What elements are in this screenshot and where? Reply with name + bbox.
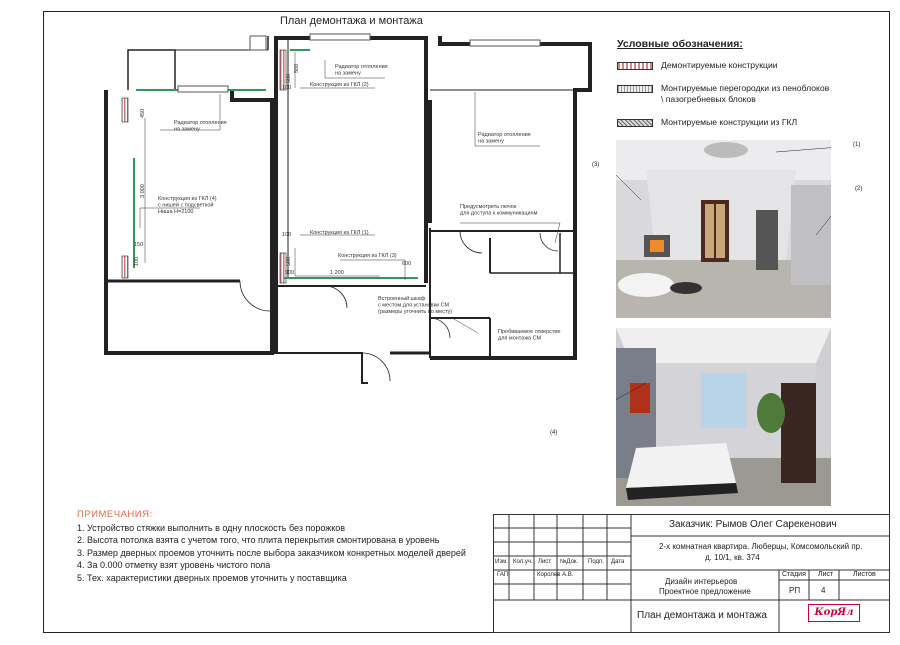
sheet-header: Лист (818, 571, 834, 578)
demolished-swatch (617, 62, 653, 70)
col-date: Дата (611, 559, 625, 565)
annot-hole: Пробиваемое отверстие для монтажа СМ (498, 329, 561, 342)
role-gap: ГАП (497, 572, 509, 578)
dim-500b: 500 (286, 256, 292, 266)
annot-gkl2: Конструкция из ГКЛ (2) (310, 82, 369, 88)
sheet-title: План демонтажа и монтажа (637, 610, 767, 621)
dim-450: 450 (140, 108, 146, 118)
dim-150: 150 (134, 242, 144, 248)
floor-plan (100, 28, 595, 408)
annot-radiator-top: Радиатор отопления на замену (335, 64, 388, 77)
stage-value: РП (789, 586, 801, 595)
col-doc: №Док. (560, 559, 579, 565)
note-item: 2. Высота потолка взята с учетом того, что плита перекрытия смонтирована в уровень (77, 535, 440, 546)
balcony (128, 50, 175, 90)
notes-title: ПРИМЕЧАНИЯ: (77, 509, 153, 520)
note-item: 4. За 0.000 отметку взят уровень чистого пола (77, 560, 271, 571)
sheets-header: Листов (853, 571, 876, 578)
address-line-2: д. 10/1, кв. 374 (705, 553, 760, 562)
gkl-swatch (617, 119, 653, 127)
note-item: 1. Устройство стяжки выполнить в одну плоскость без порожков (77, 522, 346, 533)
wall-right-room (430, 36, 590, 358)
note-item: 5. Тех. характеристики дверных проемов уточнить у поставщика (77, 572, 347, 583)
annot-wardrobe: Встроенный шкаф с местом для установки СМ (размеры уточнить по месту) (378, 296, 453, 315)
annot-hatch: Предусмотреть лючок для доступа к коммуникациям (460, 204, 538, 217)
render-living-room (616, 140, 831, 318)
legend-label: Монтируемые конструкции из ГКЛ (661, 117, 798, 127)
demo-wall-3 (280, 50, 286, 90)
client-name: Заказчик: Рымов Олег Сарекенович (669, 519, 837, 530)
company-logo: КорЯл (808, 604, 860, 622)
annot-radiator-left: Радиатор отопления на замену (174, 120, 227, 133)
col-kol: Кол.уч. (513, 559, 533, 565)
dim-1200: 1 200 (330, 270, 344, 276)
plan-title: План демонтажа и монтажа (280, 15, 423, 27)
demo-wall-1 (122, 98, 128, 122)
project-line-1: Дизайн интерьеров (665, 577, 738, 586)
annot-gkl1: Конструкция из ГКЛ (1) (310, 230, 369, 236)
note-item: 3. Размер дверных проемов уточнить после выбора заказчиком конкретных моделей дверей (77, 547, 466, 558)
render-bedroom (616, 328, 831, 506)
legend-item-foamblock (617, 83, 882, 105)
dim-3000: 3 000 (140, 184, 146, 198)
stage-header: Стадия (782, 571, 806, 578)
dim-500: 500 (294, 63, 300, 73)
author: Королев А.В. (537, 572, 574, 578)
col-list: Лист (538, 559, 552, 565)
dim-900: 900 (285, 270, 295, 276)
dim-600b: 600 (402, 261, 412, 267)
legend-item-gkl (617, 117, 882, 128)
legend-item-demolished (617, 60, 882, 71)
dim-600: 600 (286, 73, 292, 83)
legend (617, 38, 882, 140)
callout-4: (4) (550, 430, 558, 436)
annot-gkl3: Конструкция из ГКЛ (3) (338, 253, 397, 259)
legend-label: Демонтируемые конструкции (661, 60, 778, 70)
col-izm: Изм. (495, 559, 508, 565)
legend-label: Монтируемые перегородки из пеноблоков \ пазогребневых блоков (661, 83, 830, 104)
dim-100b: 100 (134, 256, 140, 266)
dim-100a: 100 (282, 85, 292, 91)
legend-title: Условные обозначения: (617, 38, 743, 50)
callout-3: (3) (592, 162, 600, 168)
callout-2: (2) (855, 186, 863, 192)
annot-gkl4: Конструкция из ГКЛ (4) с нишей с подсветкой Ниша Н=2100 (158, 196, 217, 215)
demo-wall-2 (122, 256, 128, 278)
col-sign: Подп. (588, 559, 604, 565)
foamblock-swatch (617, 85, 653, 93)
annot-radiator-right: Радиатор отопления на замену (478, 132, 531, 145)
address-line-1: 2-х комнатная квартира. Люберцы, Комсомольский пр. (659, 542, 863, 551)
callout-1: (1) (853, 142, 861, 148)
sheet-value: 4 (821, 586, 826, 595)
notes (77, 509, 466, 585)
dim-100c: 100 (282, 232, 292, 238)
project-line-2: Проектное предложение (659, 587, 751, 596)
